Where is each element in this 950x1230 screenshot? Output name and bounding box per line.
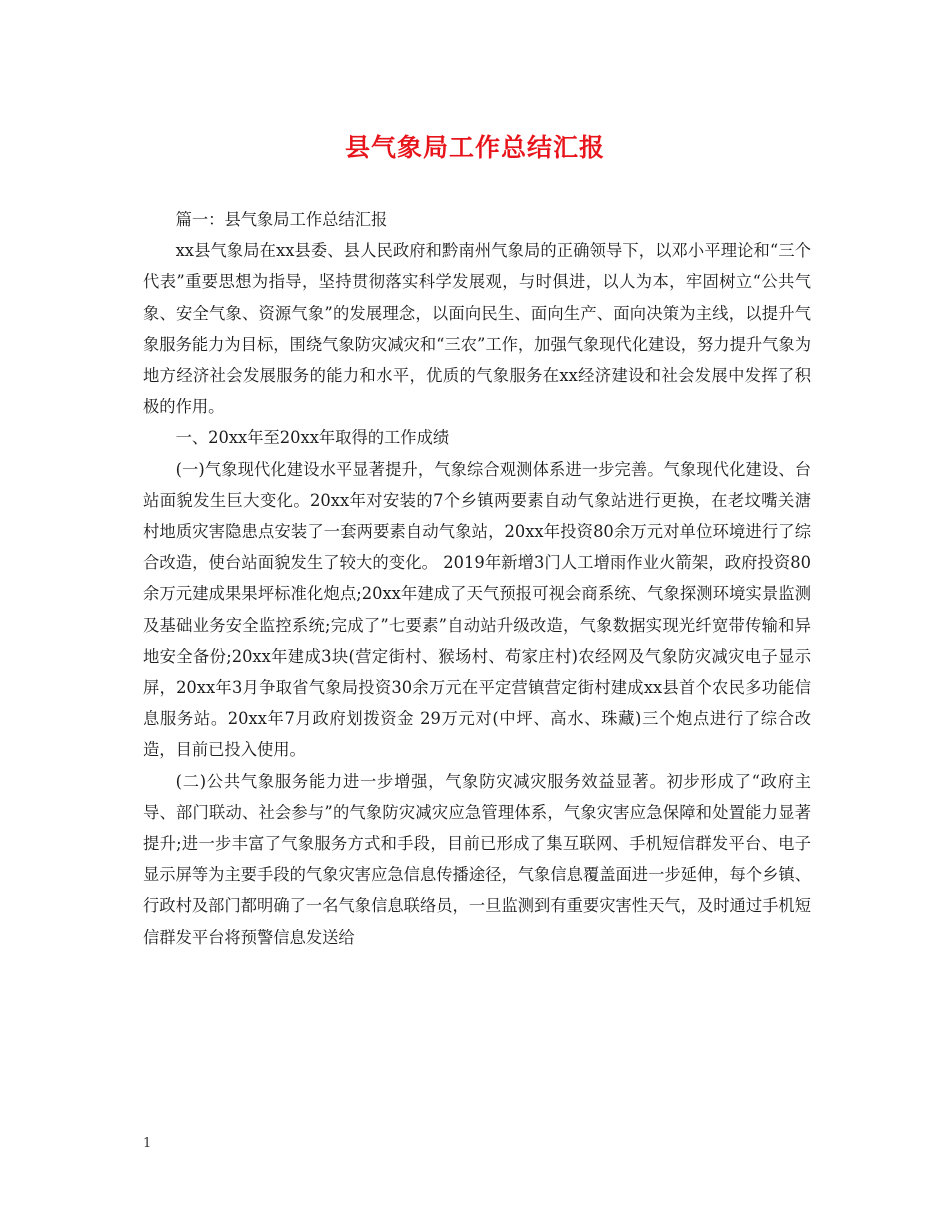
document-title: 县气象局工作总结汇报 [344,133,605,162]
page-number: 1 [143,1136,152,1151]
document-body [143,204,811,953]
body-paragraph: xx县气象局在xx县委、县人民政府和黔南州气象局的正确领导下，以邓小平理论和“三个代表”重要思想为指导，坚持贯彻落实科学发展观，与时俱进，以人为本，牢固树立“公共气象、安全气象、资源气象”的发展理念，以面向民生、面向生产、面向决策为主线，以提升气象服务能力为目标，围绕气象防灾减灾和“三农”工作，加强气象现代化建设，努力提升气象为地方经济社会发展服务的能力和水平，优质的气象服务在xx经济建设和社会发展中发挥了积极的作用。 [143,241,811,417]
section-heading: 篇一：县气象局工作总结汇报 [175,210,388,229]
body-paragraph: (一)气象现代化建设水平显著提升，气象综合观测体系进一步完善。气象现代化建设、台站面貌发生巨大变化。20xx年对安装的7个乡镇两要素自动气象站进行更换，在老坟嘴关溏村地质灾害隐患点安装了一套两要素自动气象站，20xx年投资80余万元对单位环境进行了综合改造，使台站面貌发生了较大的变化。 2019年新增3门人工增雨作业火箭架，政府投资80余万元建成果果坪标准化炮点;20xx年建成了天气预报可视会商系统、气象探测环境实景监测及基础业务安全监控系统;完成了”七要素”自动站升级改造，气象数据实现光纤宽带传输和异地安全备份;20xx年建成3块(营定街村、猴场村、苟家庄村)农经网及气象防灾减灾电子显示屏，20xx年3月争取省气象局投资30余万元在平定营镇营定街村建成xx县首个农民多功能信息服务站。20xx年7月政府划拨资金 29万元对(中坪、高水、珠藏)三个炮点进行了综合改造，目前已投入使用。 [143,459,811,760]
section-heading: 一、20xx年至20xx年取得的工作成绩 [175,428,450,448]
body-paragraph: (二)公共气象服务能力进一步增强，气象防灾减灾服务效益显著。初步形成了“政府主导、部门联动、社会参与”的气象防灾减灾应急管理体系，气象灾害应急保障和处置能力显著提升;进一步丰富了气象服务方式和手段，目前已形成了集互联网、手机短信群发平台、电子显示屏等为主要手段的气象灾害应急信息传播途径，气象信息覆盖面进一步延伸，每个乡镇、行政村及部门都明确了一名气象信息联络员，一旦监测到有重要灾害性天气，及时通过手机短信群发平台将预警信息发送给 [143,771,811,947]
